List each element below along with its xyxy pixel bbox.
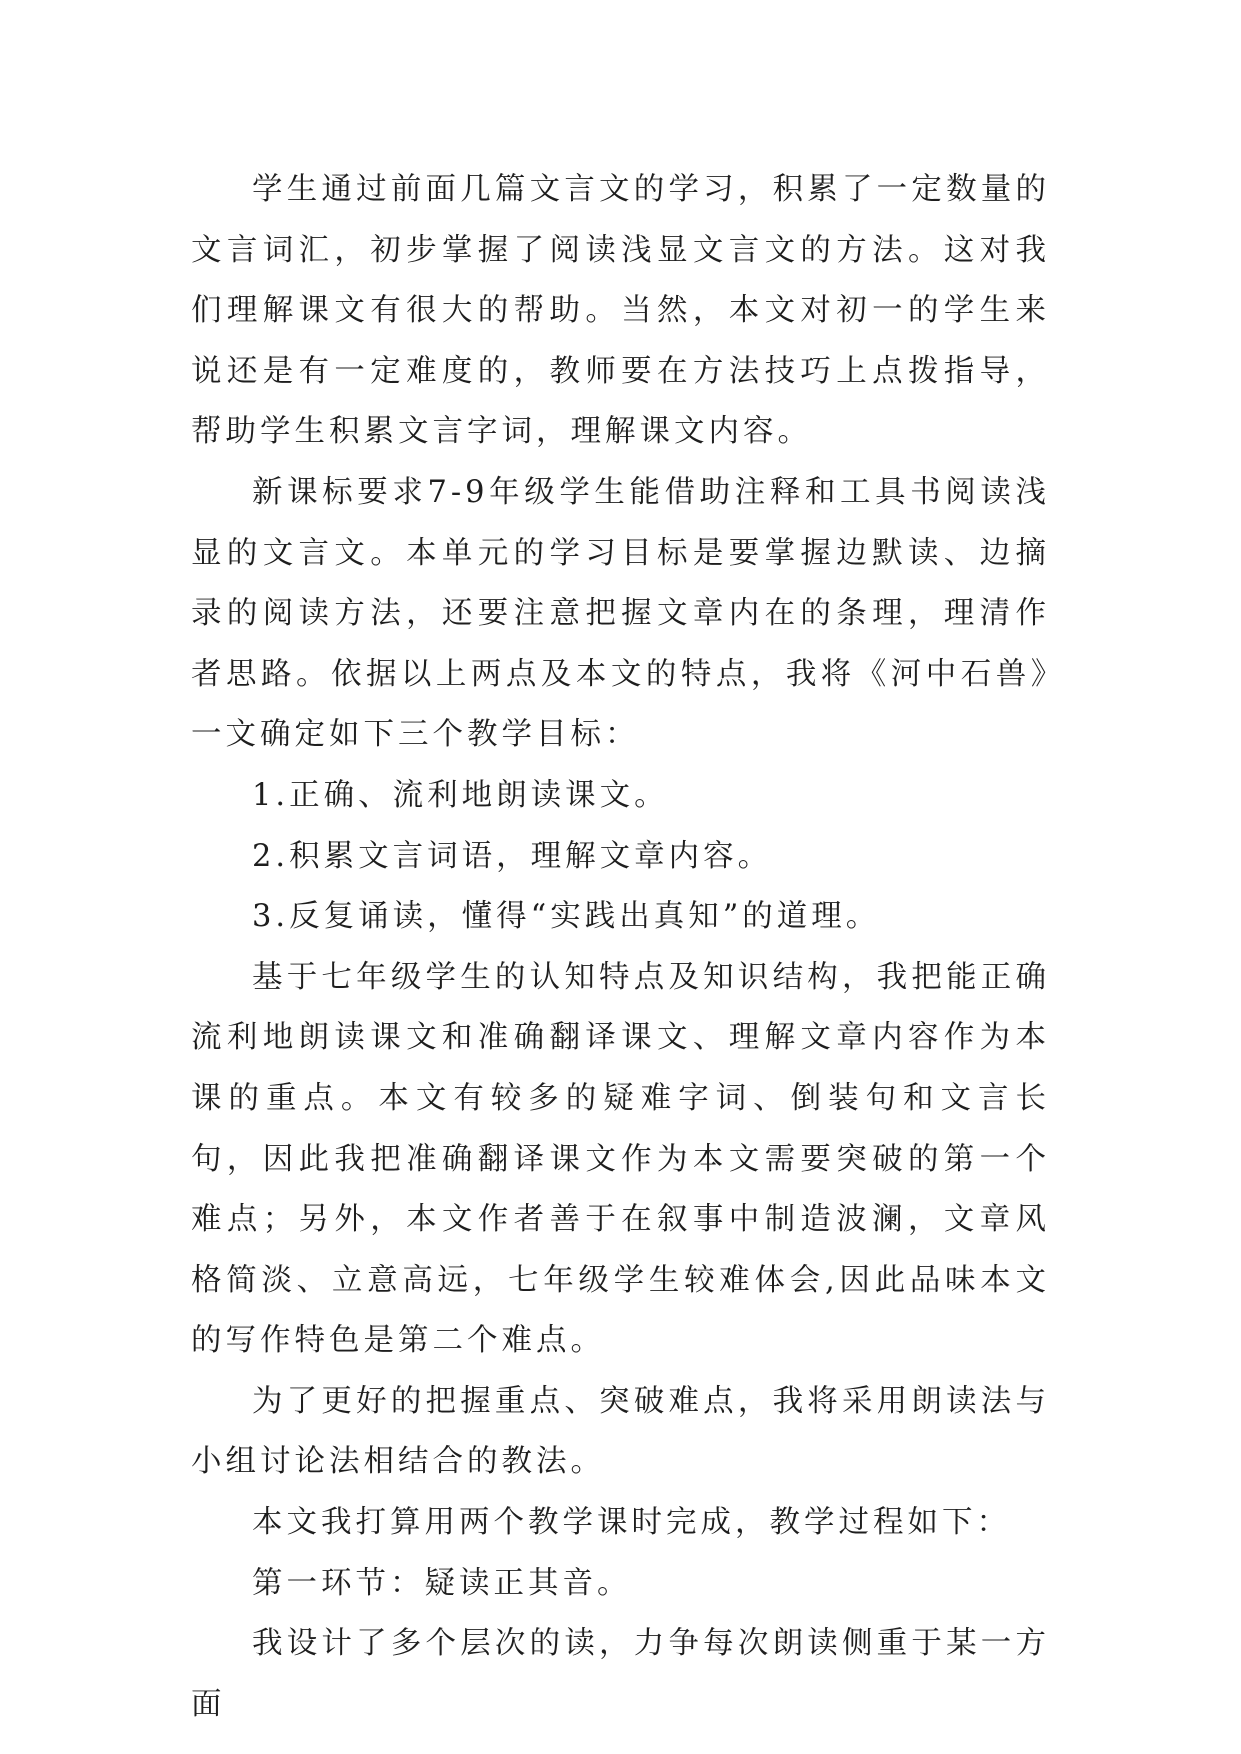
paragraph-lesson-plan: 本文我打算用两个教学课时完成，教学过程如下： [252,1505,1011,1541]
paragraph-curriculum-goals: 新课标要求7-9年级学生能借助注释和工具书阅读浅显的文言文。本单元的学习目标是要掌握边默读、边摘录的阅读方法，还要注意把握文章内在的条理，理清作者思路。依据以上两点及本文的特点，我将《河中石兽》一文确定如下三个教学目标： [191,474,1050,753]
document-body [191,160,1050,1735]
paragraph-first-stage: 第一环节：疑读正其音。 [252,1565,632,1601]
paragraph-teaching-method: 为了更好的把握重点、突破难点，我将采用朗读法与小组讨论法相结合的教法。 [191,1383,1050,1480]
paragraph-reading-levels: 我设计了多个层次的读，力争每次朗读侧重于某一方面 [191,1626,1050,1722]
paragraph-key-difficulties: 基于七年级学生的认知特点及知识结构，我把能正确流利地朗读课文和准确翻译课文、理解文章内容作为本课的重点。本文有较多的疑难字词、倒装句和文言长句，因此我把准确翻译课文作为本文需要突破的第一个难点；另外，本文作者善于在叙事中制造波澜，文章风格简淡、立意高远，七年级学生较难体会,因此品味本文的写作特色是第二个难点。 [191,959,1050,1359]
paragraph-goal-3: 3.反复诵读，懂得“实践出真知”的道理。 [252,899,881,935]
paragraph-student-background: 学生通过前面几篇文言文的学习，积累了一定数量的文言词汇，初步掌握了阅读浅显文言文的方法。这对我们理解课文有很大的帮助。当然，本文对初一的学生来说还是有一定难度的，教师要在方法技巧上点拨指导，帮助学生积累文言字词，理解课文内容。 [191,172,1050,450]
paragraph-goal-1: 1.正确、流利地朗读课文。 [252,777,669,813]
paragraph-goal-2: 2.积累文言词语，理解文章内容。 [252,838,773,874]
